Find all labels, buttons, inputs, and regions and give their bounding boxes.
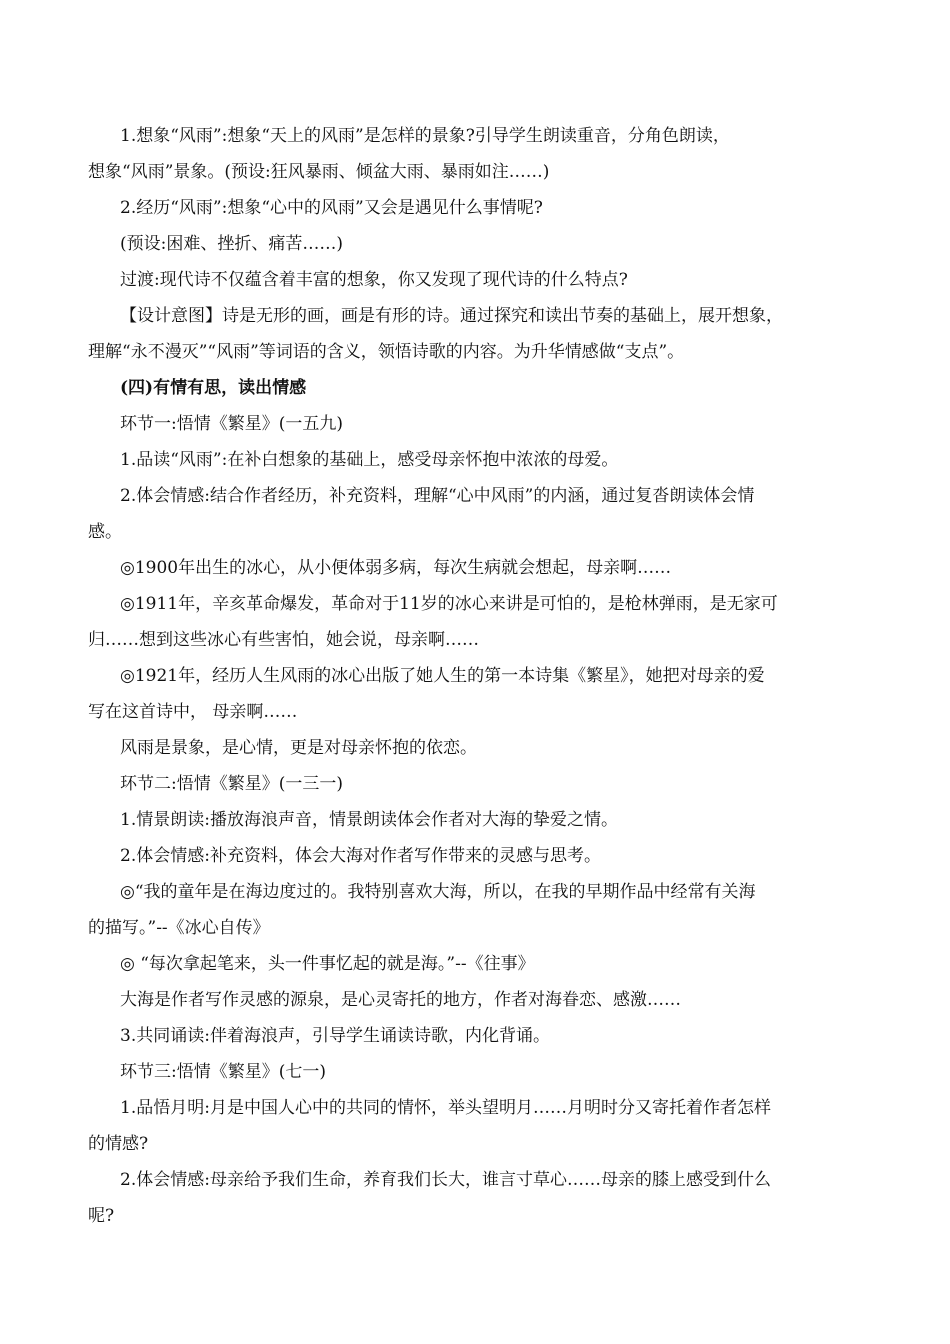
text-line: 环节一:悟情《繁星》(一五九) [120, 414, 343, 434]
text-line: 1.品读“风雨”:在补白想象的基础上，感受母亲怀抱中浓浓的母爱。 [120, 450, 619, 470]
text-line: 环节三:悟情《繁星》(七一) [120, 1062, 326, 1082]
text-line: 2.经历“风雨”:想象“心中的风雨”又会是遇见什么事情呢? [120, 198, 543, 218]
text-line: 2.体会情感:结合作者经历，补充资料，理解“心中风雨”的内涵，通过复沓朗读体会情 [120, 486, 755, 506]
text-line: 写在这首诗中， 母亲啊…… [88, 702, 298, 722]
text-line: ◎1911年，辛亥革命爆发，革命对于11岁的冰心来讲是可怕的，是枪林弹雨，是无家可 [120, 594, 778, 614]
text-line: 【设计意图】诗是无形的画，画是有形的诗。通过探究和读出节奏的基础上，展开想象， [120, 306, 783, 326]
text-line: 1.情景朗读:播放海浪声音，情景朗读体会作者对大海的挚爱之情。 [120, 810, 618, 830]
text-line: 环节二:悟情《繁星》(一三一) [120, 774, 343, 794]
text-line: 呢? [88, 1206, 115, 1226]
text-line: 感。 [88, 522, 122, 542]
text-line: 1.品悟月明:月是中国人心中的共同的情怀，举头望明月……月明时分又寄托着作者怎样 [120, 1098, 771, 1118]
text-line: ◎1921年，经历人生风雨的冰心出版了她人生的第一本诗集《繁星》，她把对母亲的爱 [120, 666, 765, 686]
text-line: 大海是作者写作灵感的源泉，是心灵寄托的地方，作者对海眷恋、感激…… [120, 990, 681, 1010]
text-line: 归……想到这些冰心有些害怕，她会说，母亲啊…… [88, 630, 479, 650]
text-line: 风雨是景象，是心情，更是对母亲怀抱的依恋。 [120, 738, 477, 758]
text-line: 的情感? [88, 1134, 149, 1154]
text-line: 2.体会情感:母亲给予我们生命，养育我们长大，谁言寸草心……母亲的膝上感受到什么 [120, 1170, 771, 1190]
text-line: 1.想象“风雨”:想象“天上的风雨”是怎样的景象?引导学生朗读重音，分角色朗读， [120, 126, 730, 146]
text-line: ◎1900年出生的冰心，从小便体弱多病，每次生病就会想起，母亲啊…… [120, 558, 672, 578]
text-line: 的描写。”--《冰心自传》 [88, 918, 270, 938]
text-line: ◎“我的童年是在海边度过的。我特别喜欢大海，所以，在我的早期作品中经常有关海 [120, 882, 756, 902]
text-line: 想象“风雨”景象。(预设:狂风暴雨、倾盆大雨、暴雨如注……) [88, 162, 550, 182]
section-heading: (四)有情有思，读出情感 [120, 378, 307, 398]
text-line: 过渡:现代诗不仅蕴含着丰富的想象，你又发现了现代诗的什么特点? [120, 270, 628, 290]
text-line: 2.体会情感:补充资料，体会大海对作者写作带来的灵感与思考。 [120, 846, 601, 866]
document-body [88, 118, 864, 1234]
text-line: ◎ “每次拿起笔来，头一件事忆起的就是海。”--《往事》 [120, 954, 535, 974]
text-line: 3.共同诵读:伴着海浪声，引导学生诵读诗歌，内化背诵。 [120, 1026, 550, 1046]
text-line: 理解“永不漫灭”“风雨”等词语的含义，领悟诗歌的内容。为升华情感做“支点”。 [88, 342, 685, 362]
text-line: (预设:困难、挫折、痛苦……) [120, 234, 343, 254]
